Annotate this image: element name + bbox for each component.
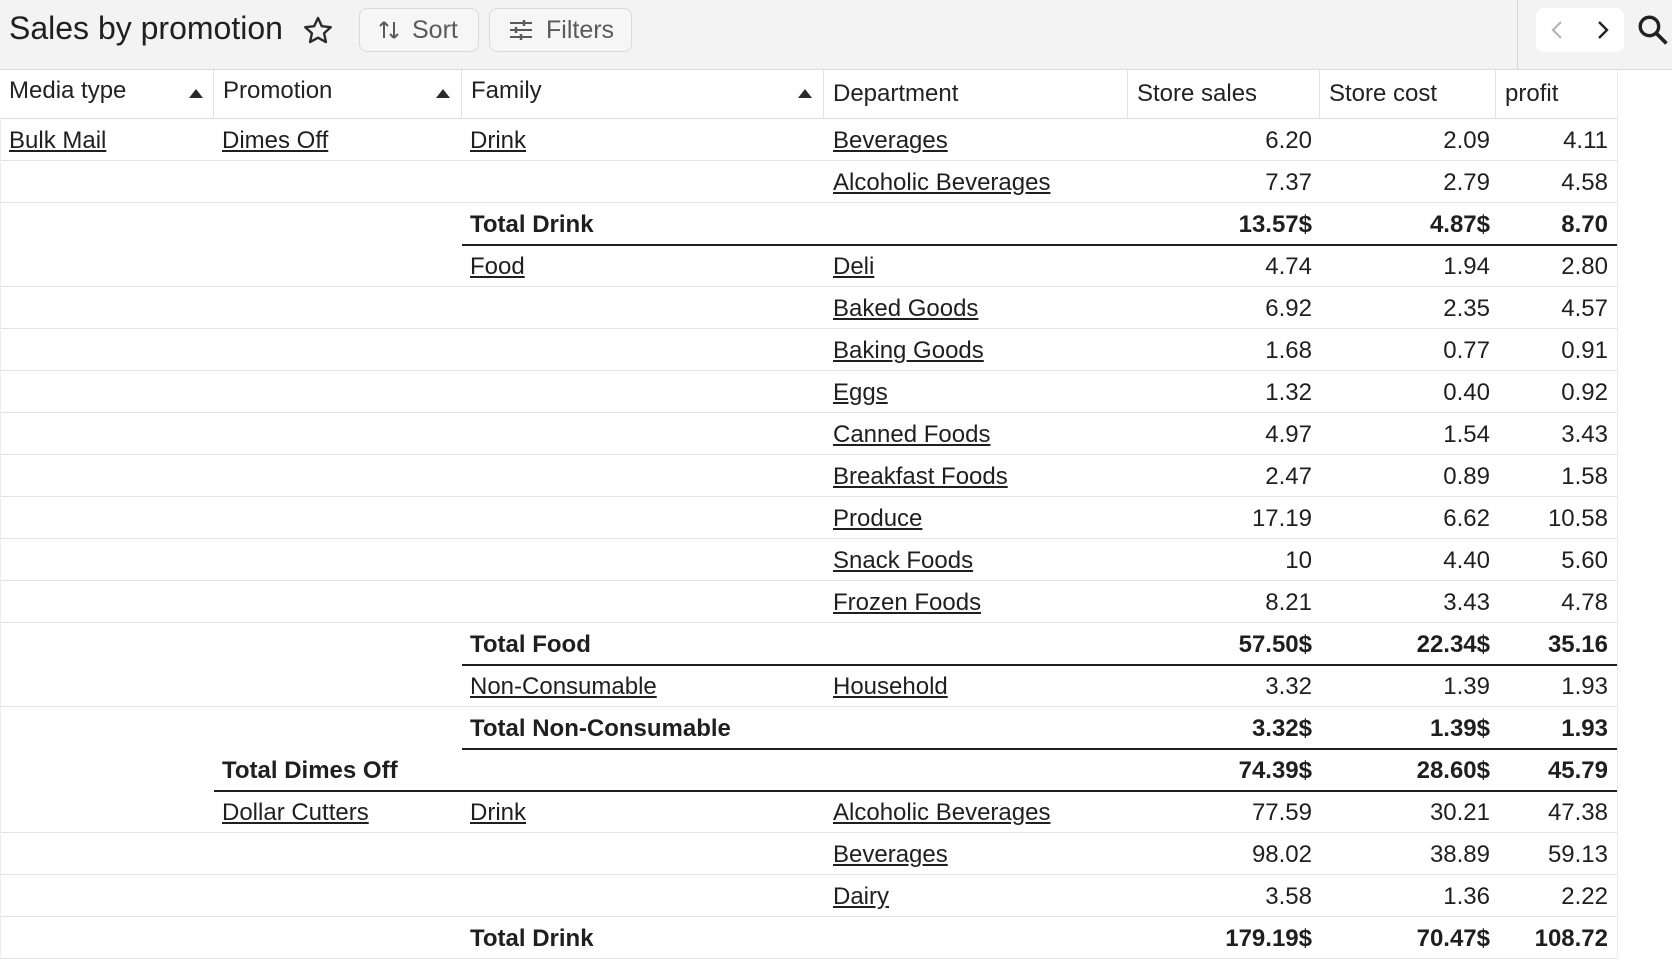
department-link[interactable]: Baking Goods (833, 337, 984, 364)
store-cost-value: 1.54 (1443, 421, 1490, 448)
store-cost-value: 2.09 (1443, 127, 1490, 154)
store-cost-value: 0.40 (1443, 379, 1490, 406)
promotion-link[interactable]: Dimes Off (222, 127, 329, 154)
store-cost-value: 3.43 (1443, 589, 1490, 616)
profit-value: 4.58 (1561, 169, 1608, 196)
profit-value: 2.22 (1561, 883, 1608, 910)
department-link[interactable]: Dairy (833, 883, 890, 910)
department-link[interactable]: Baked Goods (833, 295, 979, 322)
subtotal-label: Total Food (470, 631, 591, 658)
subtotal-row (0, 749, 1618, 791)
profit-total: 108.72 (1534, 925, 1608, 952)
store-sales-value: 6.92 (1265, 295, 1312, 322)
store-cost-value: 1.36 (1443, 883, 1490, 910)
subtotal-label: Total Drink (470, 925, 594, 952)
profit-value: 1.93 (1561, 673, 1608, 700)
store-sales-total: 179.19$ (1225, 925, 1312, 952)
store-cost-value: 0.77 (1443, 337, 1490, 364)
department-link[interactable]: Alcoholic Beverages (833, 169, 1051, 196)
subtotal-row (0, 707, 1618, 749)
column-header-department[interactable]: Department (824, 70, 1128, 118)
profit-value: 59.13 (1547, 841, 1608, 868)
store-cost-value: 38.89 (1429, 841, 1490, 868)
table-row (0, 497, 1618, 539)
subtotal-label: Total Drink (470, 211, 594, 238)
store-sales-value: 7.37 (1265, 169, 1312, 196)
filters-icon (508, 18, 534, 42)
toolbar-divider (1517, 0, 1518, 70)
store-cost-total: 1.39$ (1429, 715, 1490, 742)
store-cost-value: 1.94 (1443, 253, 1490, 280)
column-header-profit[interactable]: profit (1496, 70, 1618, 118)
store-cost-total: 28.60$ (1416, 757, 1490, 784)
subtotal-row (0, 917, 1618, 959)
department-link[interactable]: Snack Foods (833, 547, 974, 574)
department-link[interactable]: Frozen Foods (833, 589, 982, 616)
sort-label: Sort (412, 15, 458, 44)
table-row (0, 245, 1618, 287)
store-cost-total: 22.34$ (1416, 631, 1490, 658)
profit-value: 1.58 (1561, 463, 1608, 490)
department-link[interactable]: Household (833, 673, 948, 700)
profit-value: 4.11 (1563, 127, 1608, 154)
department-link[interactable]: Produce (833, 505, 923, 532)
promotion-link[interactable]: Dollar Cutters (222, 799, 369, 826)
profit-value: 0.91 (1561, 337, 1608, 364)
profit-total: 1.93 (1561, 715, 1608, 742)
table-row (0, 329, 1618, 371)
store-sales-value: 8.21 (1265, 589, 1312, 616)
store-sales-value: 2.47 (1265, 463, 1312, 490)
store-cost-value: 2.35 (1443, 295, 1490, 322)
store-cost-total: 70.47$ (1416, 925, 1490, 952)
family-link[interactable]: Drink (470, 799, 527, 826)
profit-value: 47.38 (1547, 799, 1608, 826)
previous-page-button[interactable] (1536, 8, 1580, 52)
store-sales-value: 3.58 (1265, 883, 1312, 910)
table-row (0, 371, 1618, 413)
profit-value: 2.80 (1561, 253, 1608, 280)
next-page-button[interactable] (1580, 8, 1624, 52)
store-sales-total: 57.50$ (1238, 631, 1312, 658)
page-title: Sales by promotion (9, 10, 283, 46)
subtotal-label: Total Dimes Off (222, 757, 398, 784)
sort-ascending-icon[interactable] (436, 89, 450, 98)
profit-value: 10.58 (1547, 505, 1608, 532)
store-sales-value: 4.74 (1265, 253, 1312, 280)
sort-icon (378, 18, 400, 42)
family-link[interactable]: Non-Consumable (470, 673, 657, 700)
subtotal-row (0, 203, 1618, 245)
store-sales-value: 17.19 (1251, 505, 1312, 532)
column-header-store-sales[interactable]: Store sales (1128, 70, 1320, 118)
profit-value: 4.78 (1561, 589, 1608, 616)
department-link[interactable]: Breakfast Foods (833, 463, 1008, 490)
department-link[interactable]: Canned Foods (833, 421, 991, 448)
toolbar (0, 0, 1672, 70)
subtotal-row (0, 623, 1618, 665)
column-divider (1617, 70, 1618, 959)
column-header-store-cost[interactable]: Store cost (1320, 70, 1496, 118)
sort-button[interactable] (359, 8, 479, 52)
department-link[interactable]: Deli (833, 253, 875, 280)
department-link[interactable]: Beverages (833, 841, 948, 868)
store-cost-value: 0.89 (1443, 463, 1490, 490)
store-cost-value: 30.21 (1429, 799, 1490, 826)
department-link[interactable]: Eggs (833, 379, 888, 406)
filters-label: Filters (546, 15, 615, 44)
table-row (0, 413, 1618, 455)
filters-button[interactable] (489, 8, 632, 52)
store-sales-total: 3.32$ (1251, 715, 1312, 742)
store-cost-value: 1.39 (1443, 673, 1490, 700)
pagination-controls (1536, 8, 1624, 52)
profit-total: 45.79 (1547, 757, 1608, 784)
store-sales-total: 13.57$ (1238, 211, 1312, 238)
store-cost-value: 6.62 (1443, 505, 1490, 532)
profit-value: 5.60 (1561, 547, 1608, 574)
store-sales-value: 1.32 (1265, 379, 1312, 406)
store-sales-value: 4.97 (1265, 421, 1312, 448)
table-row (0, 539, 1618, 581)
profit-value: 3.43 (1561, 421, 1608, 448)
table-row (0, 287, 1618, 329)
chevron-right-icon (1592, 18, 1612, 42)
column-header-media-type[interactable]: Media type (0, 70, 214, 118)
sort-ascending-icon[interactable] (798, 89, 812, 98)
media-type-link[interactable]: Bulk Mail (9, 127, 107, 154)
table-row (0, 455, 1618, 497)
data-table (0, 70, 1618, 959)
profit-value: 0.92 (1561, 379, 1608, 406)
store-sales-value: 10 (1285, 547, 1312, 574)
store-sales-total: 74.39$ (1238, 757, 1312, 784)
store-cost-value: 2.79 (1443, 169, 1490, 196)
family-link[interactable]: Drink (470, 127, 527, 154)
store-cost-total: 4.87$ (1429, 211, 1490, 238)
department-link[interactable]: Alcoholic Beverages (833, 799, 1051, 826)
star-icon[interactable] (301, 14, 335, 48)
store-sales-value: 1.68 (1265, 337, 1312, 364)
subtotal-label: Total Non-Consumable (470, 715, 731, 742)
profit-total: 8.70 (1561, 211, 1608, 238)
store-sales-value: 3.32 (1265, 673, 1312, 700)
store-sales-value: 77.59 (1251, 799, 1312, 826)
table-row (0, 581, 1618, 623)
store-sales-value: 98.02 (1251, 841, 1312, 868)
family-link[interactable]: Food (470, 253, 525, 280)
store-cost-value: 4.40 (1443, 547, 1490, 574)
table-row (0, 833, 1618, 875)
search-icon[interactable] (1636, 13, 1670, 47)
table-row (0, 119, 1618, 161)
profit-total: 35.16 (1547, 631, 1608, 658)
department-link[interactable]: Beverages (833, 127, 948, 154)
table-header (0, 70, 1618, 119)
chevron-left-icon (1548, 18, 1568, 42)
table-row (0, 875, 1618, 917)
column-header-promotion[interactable]: Promotion (214, 70, 462, 118)
column-divider (0, 118, 1, 959)
sort-ascending-icon[interactable] (189, 89, 203, 98)
table-row (0, 161, 1618, 203)
table-row (0, 791, 1618, 833)
table-row (0, 665, 1618, 707)
profit-value: 4.57 (1561, 295, 1608, 322)
store-sales-value: 6.20 (1265, 127, 1312, 154)
column-header-family[interactable]: Family (462, 70, 824, 118)
